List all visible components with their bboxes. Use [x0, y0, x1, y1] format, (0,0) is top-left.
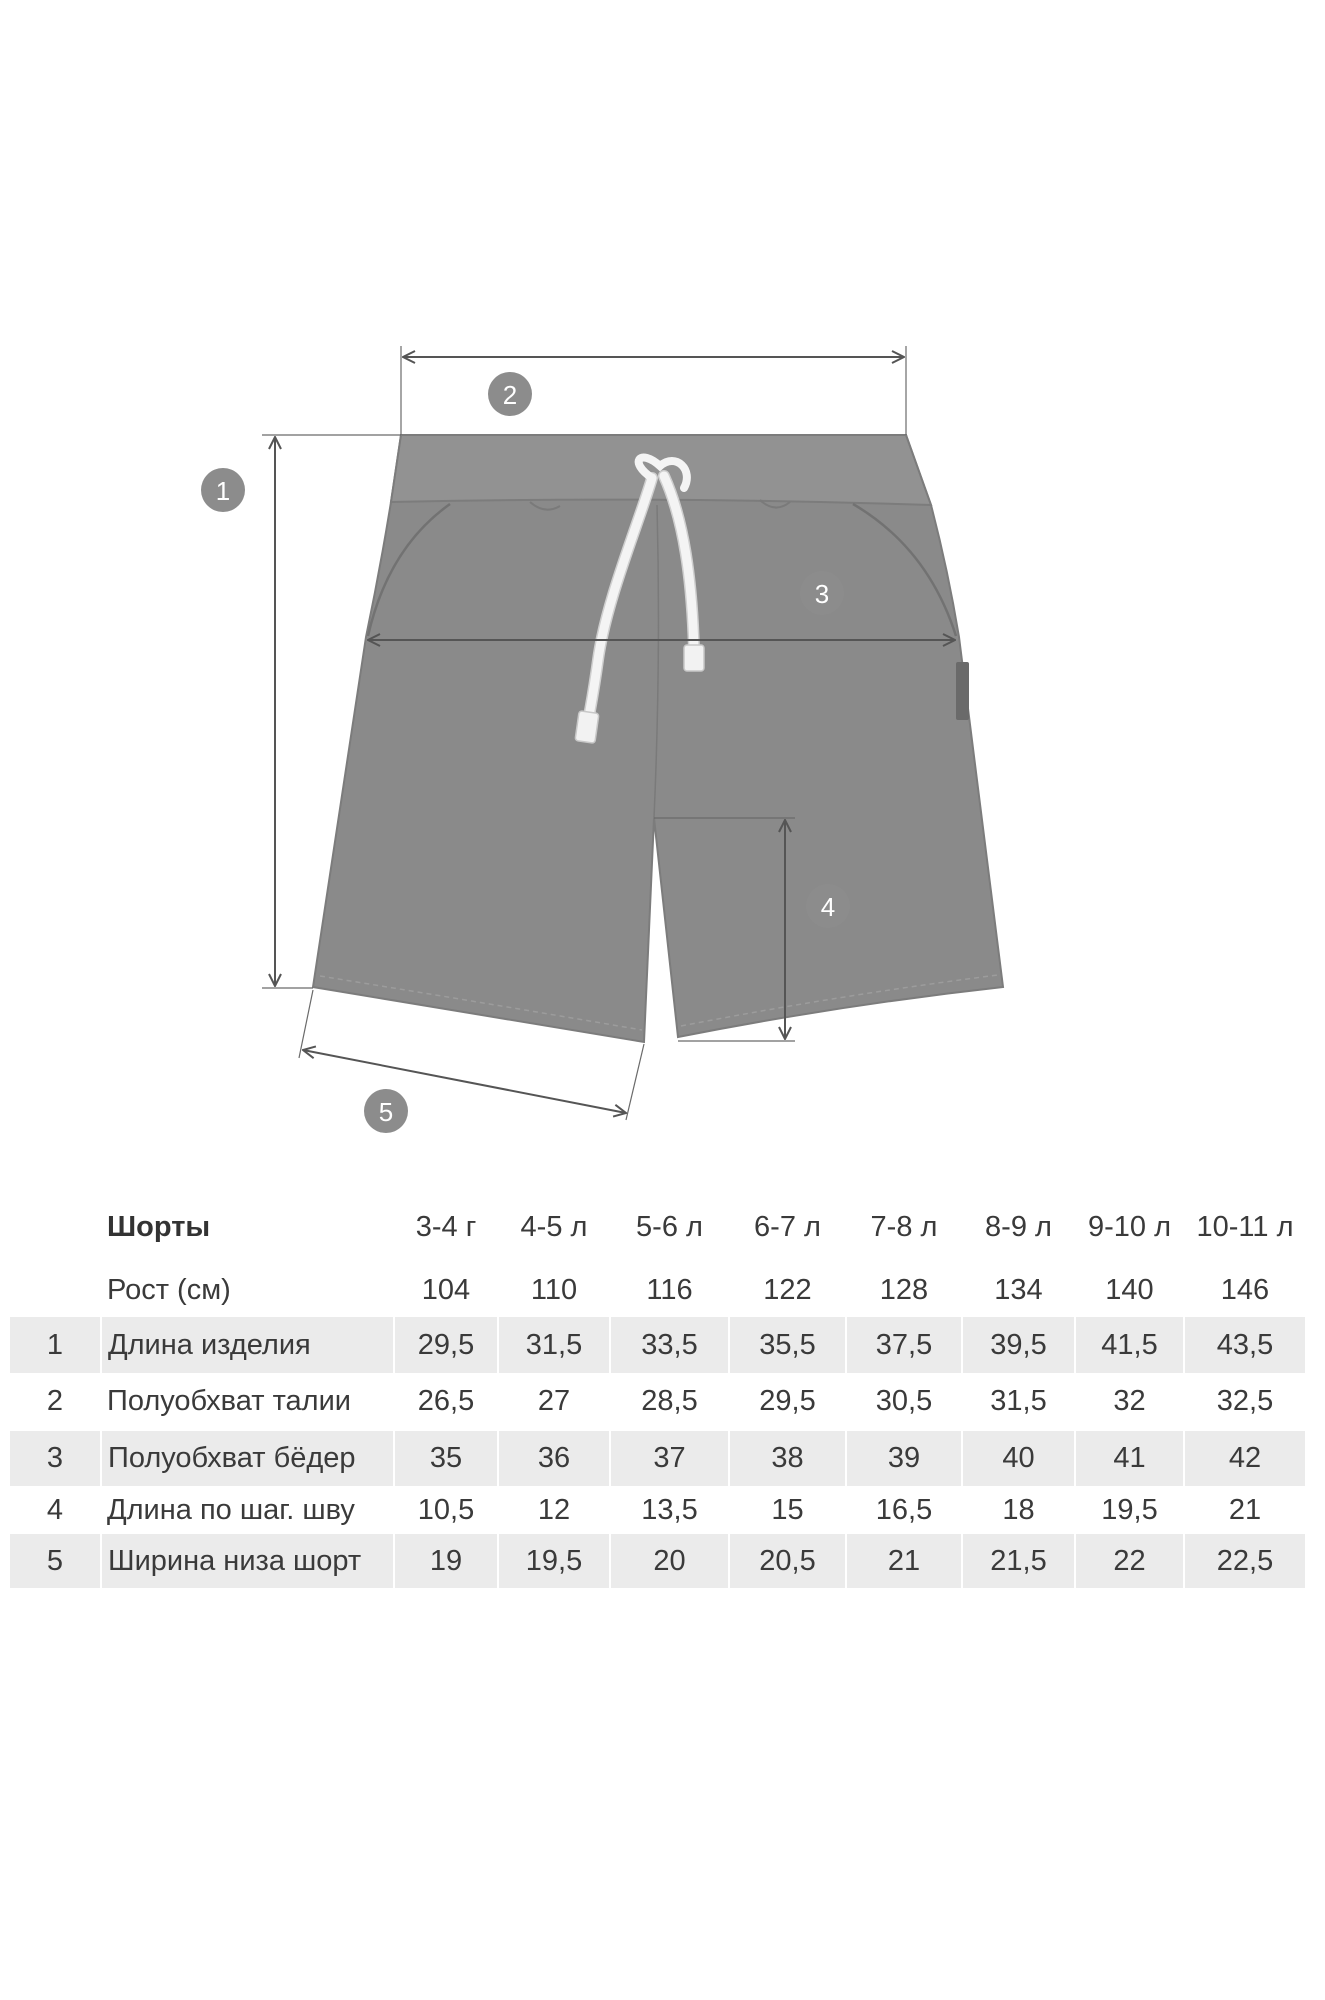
measurement-value: 39,5: [963, 1317, 1074, 1373]
measurement-value: 42: [1185, 1431, 1305, 1486]
height-value: 110: [530, 1273, 578, 1306]
height-value: 140: [1105, 1273, 1154, 1306]
measurement-value: 22,5: [1185, 1534, 1305, 1588]
row-label: Ширина низа шорт: [102, 1534, 393, 1588]
measurement-value: 13,5: [641, 1493, 698, 1526]
measurement-value: 39: [847, 1431, 961, 1486]
height-value: 122: [763, 1273, 812, 1306]
row-index: 4: [46, 1493, 64, 1526]
row-label: Длина по шаг. шву: [107, 1493, 355, 1526]
row-label: Полуобхват талии: [107, 1385, 351, 1417]
measurement-value: 20: [611, 1534, 728, 1588]
marker-1-label: 1: [215, 476, 231, 506]
marker-5-label: 5: [378, 1097, 394, 1127]
measurement-value: 31,5: [499, 1317, 609, 1373]
height-label: Рост (см): [107, 1273, 231, 1306]
measurement-value: 37: [611, 1431, 728, 1486]
size-header: 3-4 г: [415, 1211, 477, 1243]
measurement-value: 12: [537, 1493, 571, 1526]
measurement-value: 16,5: [875, 1493, 933, 1526]
measurement-value: 41: [1076, 1431, 1183, 1486]
measurement-value: 38: [730, 1431, 845, 1486]
measurement-value: 22: [1076, 1534, 1183, 1588]
measurement-value: 32: [1113, 1385, 1146, 1417]
measurement-value: 41,5: [1076, 1317, 1183, 1373]
row-index: 5: [10, 1534, 100, 1588]
size-header: 5-6 л: [636, 1211, 703, 1243]
size-header: 4-5 л: [520, 1211, 588, 1243]
measurement-value: 28,5: [641, 1385, 698, 1417]
measurement-value: 19,5: [1101, 1493, 1158, 1526]
row-index: 3: [10, 1431, 100, 1486]
row-index: 1: [10, 1317, 100, 1373]
measurement-value: 15: [771, 1493, 804, 1526]
row-label: Полуобхват бёдер: [102, 1431, 393, 1486]
measurement-value: 29,5: [759, 1385, 816, 1417]
height-value: 116: [646, 1273, 693, 1306]
measurement-value: 35,5: [730, 1317, 845, 1373]
measurement-value: 21: [847, 1534, 961, 1588]
measurement-value: 18: [1002, 1493, 1035, 1526]
height-value: 146: [1220, 1273, 1270, 1306]
size-header: 6-7 л: [754, 1211, 821, 1243]
size-header: 9-10 л: [1087, 1211, 1172, 1243]
measurement-value: 43,5: [1185, 1317, 1305, 1373]
marker-3-label: 3: [814, 579, 830, 609]
measurement-value: 19: [395, 1534, 497, 1588]
measurement-value: 19,5: [499, 1534, 609, 1588]
measurement-value: 21: [1228, 1493, 1262, 1526]
row-index: 2: [46, 1385, 64, 1417]
measurement-value: 26,5: [417, 1385, 475, 1417]
size-header: 7-8 л: [870, 1211, 938, 1243]
measurement-value: 35: [395, 1431, 497, 1486]
size-header: 10-11 л: [1196, 1211, 1294, 1243]
marker-4-label: 4: [820, 892, 836, 922]
measurement-value: 21,5: [963, 1534, 1074, 1588]
row-label: Длина изделия: [102, 1317, 393, 1373]
measurement-value: 10,5: [417, 1493, 475, 1526]
measurement-value: 27: [537, 1385, 571, 1417]
size-header: 8-9 л: [985, 1211, 1052, 1243]
table-title: Шорты: [107, 1211, 211, 1243]
height-value: 134: [994, 1273, 1043, 1306]
measurement-value: 29,5: [395, 1317, 497, 1373]
measurement-value: 31,5: [990, 1385, 1047, 1417]
measurement-value: 30,5: [875, 1385, 933, 1417]
measurement-value: 33,5: [611, 1317, 728, 1373]
measurement-value: 36: [499, 1431, 609, 1486]
measurement-value: 20,5: [730, 1534, 845, 1588]
marker-2-label: 2: [502, 380, 518, 410]
measurement-value: 37,5: [847, 1317, 961, 1373]
height-value: 128: [879, 1273, 929, 1306]
measurement-value: 32,5: [1216, 1385, 1274, 1417]
height-value: 104: [421, 1273, 471, 1306]
measurement-value: 40: [963, 1431, 1074, 1486]
